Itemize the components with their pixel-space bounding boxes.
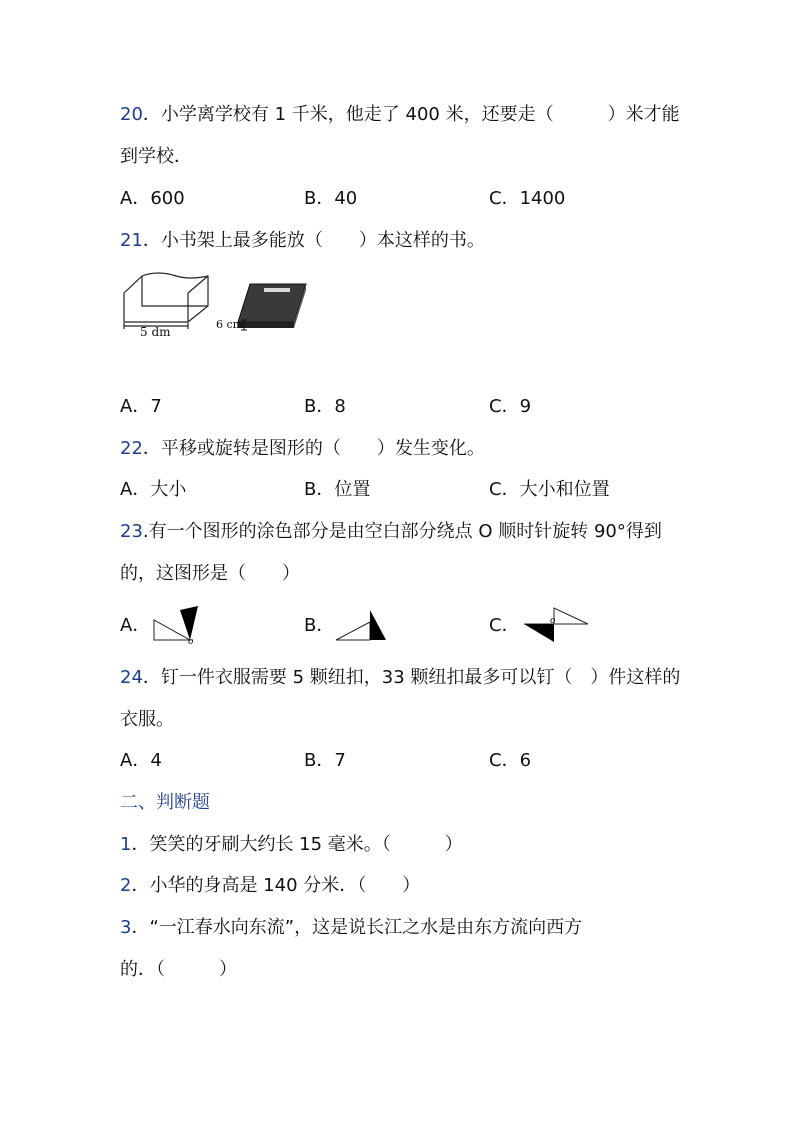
- option-b: B．8: [304, 396, 346, 417]
- question-number: 21: [120, 230, 143, 251]
- question-24-line-2: 衣服。: [120, 709, 174, 730]
- option-c: C．1400: [489, 188, 566, 209]
- question-number: 22: [120, 438, 143, 459]
- option-a: A．4: [120, 750, 162, 771]
- book-figure: [214, 280, 314, 336]
- option-c-rotation-figure: [520, 602, 592, 646]
- section-title: 二、判断题: [120, 792, 210, 813]
- question-text: ．“一江春水向东流”，这是说长江之水是由东方流向西方: [131, 917, 583, 938]
- option-b-rotation-figure: [334, 604, 390, 644]
- option-c: C．大小和位置: [489, 479, 610, 500]
- option-c: C．9: [489, 396, 532, 417]
- judge-question-2: [120, 874, 420, 898]
- question-20-line-1: [120, 103, 680, 127]
- question-text: ．笑笑的牙刷大约长 15 毫米。（ ）: [131, 834, 463, 855]
- question-23-line-2: 的，这图形是（ ）: [120, 563, 300, 584]
- point-o-label: o: [188, 637, 194, 644]
- question-number: 23: [120, 521, 143, 542]
- option-b: B．40: [304, 188, 358, 209]
- question-number: 1: [120, 834, 132, 855]
- question-22-line-1: [120, 437, 485, 461]
- question-21-line-1: [120, 229, 485, 253]
- option-a: A．600: [120, 188, 185, 209]
- judge-question-3-line-2: 的．（ ）: [120, 959, 237, 980]
- option-a: A．7: [120, 396, 162, 417]
- question-text: ．小华的身高是 140 分米．（ ）: [131, 875, 421, 896]
- point-o-label: o: [550, 616, 556, 626]
- judge-question-3-line-1: [120, 916, 582, 940]
- option-c: C．: [489, 615, 520, 636]
- option-a: A．: [120, 615, 151, 636]
- question-23-line-1: [120, 520, 662, 544]
- judge-question-1: [120, 833, 463, 857]
- option-b: B．: [304, 615, 335, 636]
- question-text: ．钉一件衣服需要 5 颗纽扣，33 颗纽扣最多可以钉（ ）件这样的: [142, 667, 681, 688]
- question-text: .有一个图形的涂色部分是由空白部分绕点 O 顺时针旋转 90°得到: [142, 521, 662, 542]
- option-a: A．大小: [120, 479, 187, 500]
- question-number: 24: [120, 667, 143, 688]
- question-number: 2: [120, 875, 132, 896]
- bookshelf-figure: [118, 268, 218, 340]
- option-a-rotation-figure: [150, 604, 202, 644]
- question-number: 3: [120, 917, 132, 938]
- question-text: ．平移或旋转是图形的（ ）发生变化。: [142, 438, 485, 459]
- option-c: C．6: [489, 750, 532, 771]
- question-text: ．小学离学校有 1 千米，他走了 400 米，还要走（ ）米才能: [142, 104, 680, 125]
- option-b: B．位置: [304, 479, 371, 500]
- shelf-dimension-label: 5 dm: [140, 325, 171, 339]
- book-thickness-label: 6 cm: [216, 318, 244, 331]
- option-b: B．7: [304, 750, 346, 771]
- question-24-line-1: [120, 666, 680, 690]
- question-number: 20: [120, 104, 143, 125]
- question-text: ．小书架上最多能放（ ）本这样的书。: [142, 230, 485, 251]
- question-20-line-2: 到学校．: [120, 146, 192, 167]
